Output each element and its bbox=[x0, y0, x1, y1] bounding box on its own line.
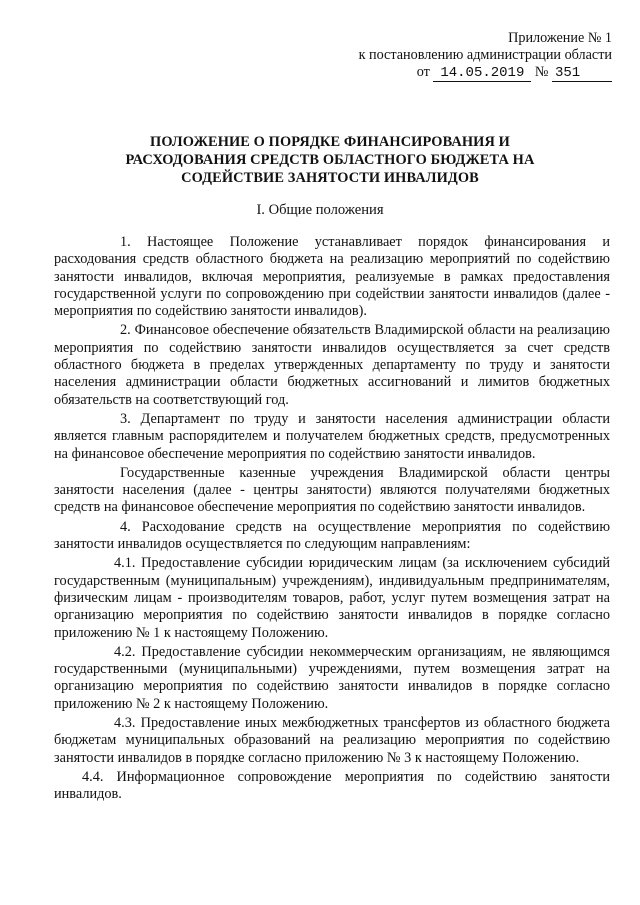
paragraph-2: 2. Финансовое обеспечение обязательств Владимирской области на реализацию мероприятия по содействию занятости инвалидов осуществляется за счет средств областного бюджета в пределах утвержденных департаменту по труду и занятости населения администрации области бюджетных ассигнований и лимитов бюджетных обязательств на соответствующий год. bbox=[54, 322, 610, 408]
document-body bbox=[54, 234, 610, 804]
title-line-2: РАСХОДОВАНИЯ СРЕДСТВ ОБЛАСТНОГО БЮДЖЕТА НА bbox=[125, 152, 535, 168]
document-title bbox=[90, 133, 570, 187]
title-line-1: ПОЛОЖЕНИЕ О ПОРЯДКЕ ФИНАНСИРОВАНИЯ И bbox=[150, 134, 510, 150]
paragraph-4-3: 4.3. Предоставление иных межбюджетных трансфертов из областного бюджета бюджетам муниципальных образований на реализацию мероприятия по содействию занятости инвалидов в порядке согласно приложению № 3 к настоящему Положению. bbox=[54, 715, 610, 766]
decree-number: 351 bbox=[552, 66, 612, 82]
appendix-reference: к постановлению администрации области bbox=[358, 47, 612, 63]
paragraph-1: 1. Настоящее Положение устанавливает порядок финансирования и расходования средств областного бюджета на реализацию мероприятий по содействию занятости инвалидов, включая мероприятия, реализуемые в рамках предоставления государственной услуги по сопровождению при содействии занятости инвалидов (далее - мероприятия по содействию занятости инвалидов). bbox=[54, 234, 610, 320]
decree-date: 14.05.2019 bbox=[433, 66, 531, 82]
appendix-date-line bbox=[359, 64, 612, 82]
number-prefix: № bbox=[534, 64, 549, 80]
paragraph-4-2: 4.2. Предоставление субсидии некоммерческим организациям, не являющимся государственными (муниципальными) учреждениями, путем возмещения затрат на организацию мероприятия по содействию занятости инвалидов в порядке согласно приложению № 2 к настоящему Положению. bbox=[54, 643, 610, 712]
title-line-3: СОДЕЙСТВИЕ ЗАНЯТОСТИ ИНВАЛИДОВ bbox=[181, 170, 479, 186]
appendix-block bbox=[359, 30, 612, 82]
section-heading: I. Общие положения bbox=[256, 202, 384, 218]
paragraph-4: 4. Расходование средств на осуществление мероприятия по содействию занятости инвалидов осуществляется по следующим направлениям: bbox=[54, 518, 610, 553]
date-prefix: от bbox=[416, 64, 430, 80]
appendix-number: Приложение № 1 bbox=[508, 30, 612, 46]
paragraph-4-1: 4.1. Предоставление субсидии юридическим лицам (за исключением субсидий государственным (муниципальным) учреждениям), индивидуальным предпринимателям, физическим лицам - производителям товаров, работ, услуг путем возмещения затрат на организацию мероприятия по содействию занятости инвалидов в порядке согласно приложению № 1 к настоящему Положению. bbox=[54, 555, 610, 641]
paragraph-3: 3. Департамент по труду и занятости населения администрации области является главным распорядителем и получателем бюджетных средств, предусмотренных на финансовое обеспечение мероприятия по содействию занятости инвалидов. bbox=[54, 410, 610, 462]
paragraph-3-continued: Государственные казенные учреждения Владимирской области центры занятости населения (далее - центры занятости) являются получателями бюджетных средств на финансовое обеспечение мероприятия по содействию занятости инвалидов. bbox=[54, 464, 610, 516]
paragraph-4-4: 4.4. Информационное сопровождение мероприятия по содействию занятости инвалидов. bbox=[54, 768, 610, 803]
